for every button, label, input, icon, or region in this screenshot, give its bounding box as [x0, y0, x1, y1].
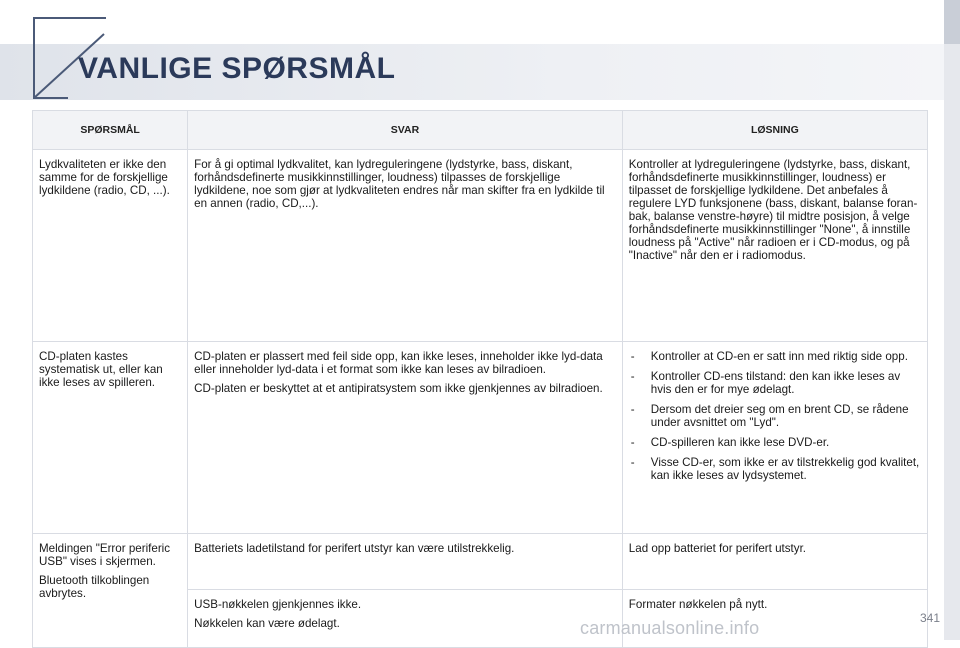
answer-cell: Batteriets ladetilstand for perifert utstyr kan være utilstrekkelig. — [188, 534, 623, 590]
table-row — [33, 534, 928, 590]
column-header-question: SPØRSMÅL — [33, 111, 188, 150]
page-title: VANLIGE SPØRSMÅL — [78, 52, 396, 85]
question-cell: Lydkvaliteten er ikke den samme for de forskjellige lydkildene (radio, CD, ...). — [33, 150, 188, 342]
list-item: - Kontroller CD-ens tilstand: den kan ikke leses av hvis den er for mye ødelagt. — [630, 370, 901, 396]
solution-cell: Kontroller at lydreguleringene (lydstyrke, bass, diskant, forhåndsdefinerte musikkinnstillinger, loudness) er tilpasset de forskjellige lydkildene. Det anbefales å regulere LYD funksjonene (bass, diskant, balanse foran-bak, balanse venstre-høyre) til midtre posisjon, å velge forhåndsdefinerte musikkinnstillinger "None", å innstille loudness på "Active" når radioen er i CD-modus, og på "Inactive" når den er i radiomodus. — [622, 150, 927, 342]
column-header-solution: LØSNING — [622, 111, 927, 150]
answer-cell: CD-platen er plassert med feil side opp, kan ikke leses, inneholder ikke lyd-data eller inneholder lyd-data i et format som ikke kan leses av bilradioen. CD-platen er beskyttet at et antipiratsystem som ikke gjenkjennes av bilradioen. — [188, 342, 623, 534]
list-item: - Dersom det dreier seg om en brent CD, se rådene under avsnittet om "Lyd". — [630, 403, 909, 429]
column-header-answer: SVAR — [188, 111, 623, 150]
solution-cell: Formater nøkkelen på nytt. — [622, 590, 927, 648]
answer-cell: USB-nøkkelen gjenkjennes ikke. Nøkkelen kan være ødelagt. — [188, 590, 623, 648]
table-header-row — [33, 111, 928, 150]
solution-cell — [622, 342, 927, 534]
table-row — [33, 150, 928, 342]
question-cell: Meldingen "Error periferic USB" vises i skjermen. Bluetooth tilkoblingen avbrytes. — [33, 534, 188, 648]
list-item: - CD-spilleren kan ikke lese DVD-er. — [630, 436, 830, 449]
list-item: - Kontroller at CD-en er satt inn med riktig side opp. — [630, 350, 908, 363]
faq-table — [32, 110, 928, 648]
solution-cell: Lad opp batteriet for perifert utstyr. — [622, 534, 927, 590]
page-edge-strip — [944, 0, 960, 640]
watermark-text: carmanualsonline.info — [580, 618, 760, 638]
table-row — [33, 342, 928, 534]
answer-cell: For å gi optimal lydkvalitet, kan lydreguleringene (lydstyrke, bass, diskant, forhåndsdefinerte musikkinnstillinger, loudness) tilpasses de forskjellige lydkildene, noe som gjør at lydkvaliteten endres når man skifter fra en lydkilde til en annen (radio, CD,...). — [188, 150, 623, 342]
solution-list — [629, 350, 921, 482]
question-cell: CD-platen kastes systematisk ut, eller kan ikke leses av spilleren. — [33, 342, 188, 534]
list-item: - Visse CD-er, som ikke er av tilstrekkelig god kvalitet, kan ikke leses av lydsystemet. — [630, 456, 920, 482]
page-number: 341 — [919, 611, 940, 625]
